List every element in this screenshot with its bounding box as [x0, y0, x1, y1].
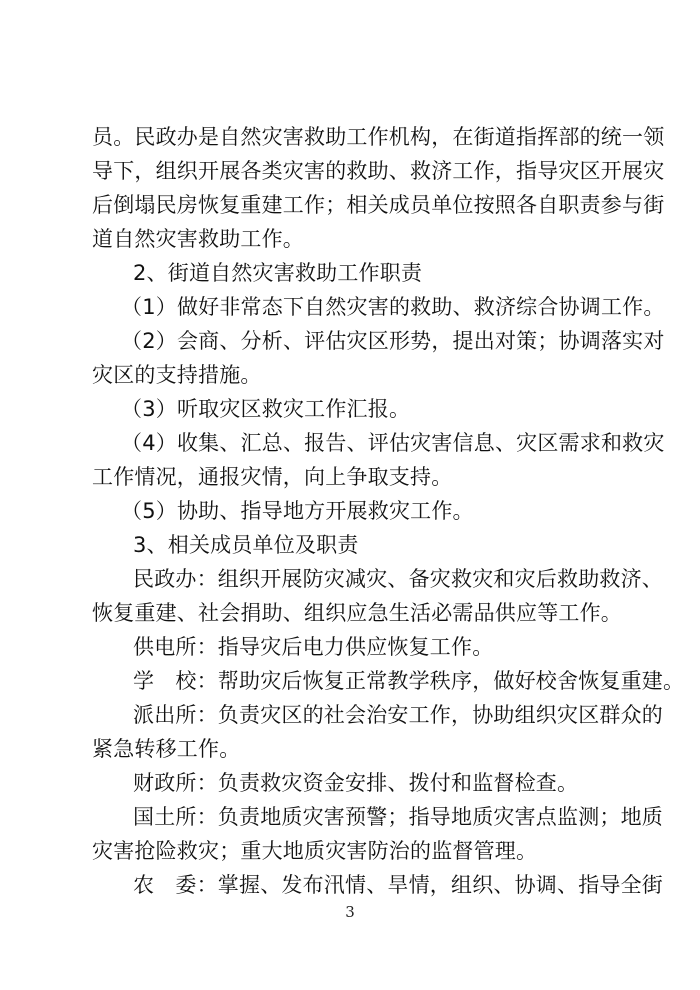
- unit-duty-continuation: 紧急转移工作。: [92, 737, 241, 761]
- unit-duty-line: 学 校：帮助灾后恢复正常教学秩序，做好校舍恢复重建。: [133, 669, 685, 693]
- unit-duty-line: 农 委：掌握、发布汛情、旱情，组织、协调、指导全街: [133, 873, 663, 897]
- list-item: （4）收集、汇总、报告、评估灾害信息、灾区需求和救灾: [121, 431, 665, 455]
- unit-duty-continuation: 灾害抢险救灾；重大地质灾害防治的监督管理。: [92, 839, 538, 863]
- list-item: （5）协助、指导地方开展救灾工作。: [121, 499, 474, 523]
- page-number: 3: [345, 903, 355, 921]
- unit-duty-line: 国土所：负责地质灾害预警；指导地质灾害点监测；地质: [133, 805, 663, 829]
- paragraph-line: 导下，组织开展各类灾害的救助、救济工作，指导灾区开展灾: [92, 159, 665, 183]
- unit-duty-line: 供电所：指导灾后电力供应恢复工作。: [133, 635, 494, 659]
- list-item-continuation: 工作情况，通报灾情，向上争取支持。: [92, 465, 453, 489]
- paragraph-line: 后倒塌民房恢复重建工作；相关成员单位按照各自职责参与街: [92, 193, 665, 217]
- list-item: （2）会商、分析、评估灾区形势，提出对策；协调落实对: [121, 329, 665, 353]
- section-heading: 2、街道自然灾害救助工作职责: [133, 261, 423, 285]
- unit-duty-line: 派出所：负责灾区的社会治安工作，协助组织灾区群众的: [133, 703, 663, 727]
- paragraph-line: 道自然灾害救助工作。: [92, 227, 304, 251]
- section-heading: 3、相关成员单位及职责: [133, 533, 359, 557]
- list-item: （1）做好非常态下自然灾害的救助、救济综合协调工作。: [121, 295, 665, 319]
- list-item: （3）听取灾区救灾工作汇报。: [121, 397, 411, 421]
- unit-duty-line: 财政所：负责救灾资金安排、拨付和监督检查。: [133, 771, 579, 795]
- unit-duty-line: 民政办：组织开展防灾减灾、备灾救灾和灾后救助救济、: [133, 567, 663, 591]
- list-item-continuation: 灾区的支持措施。: [92, 363, 262, 387]
- unit-duty-continuation: 恢复重建、社会捐助、组织应急生活必需品供应等工作。: [92, 601, 622, 625]
- paragraph-line: 员。民政办是自然灾害救助工作机构，在街道指挥部的统一领: [92, 125, 665, 149]
